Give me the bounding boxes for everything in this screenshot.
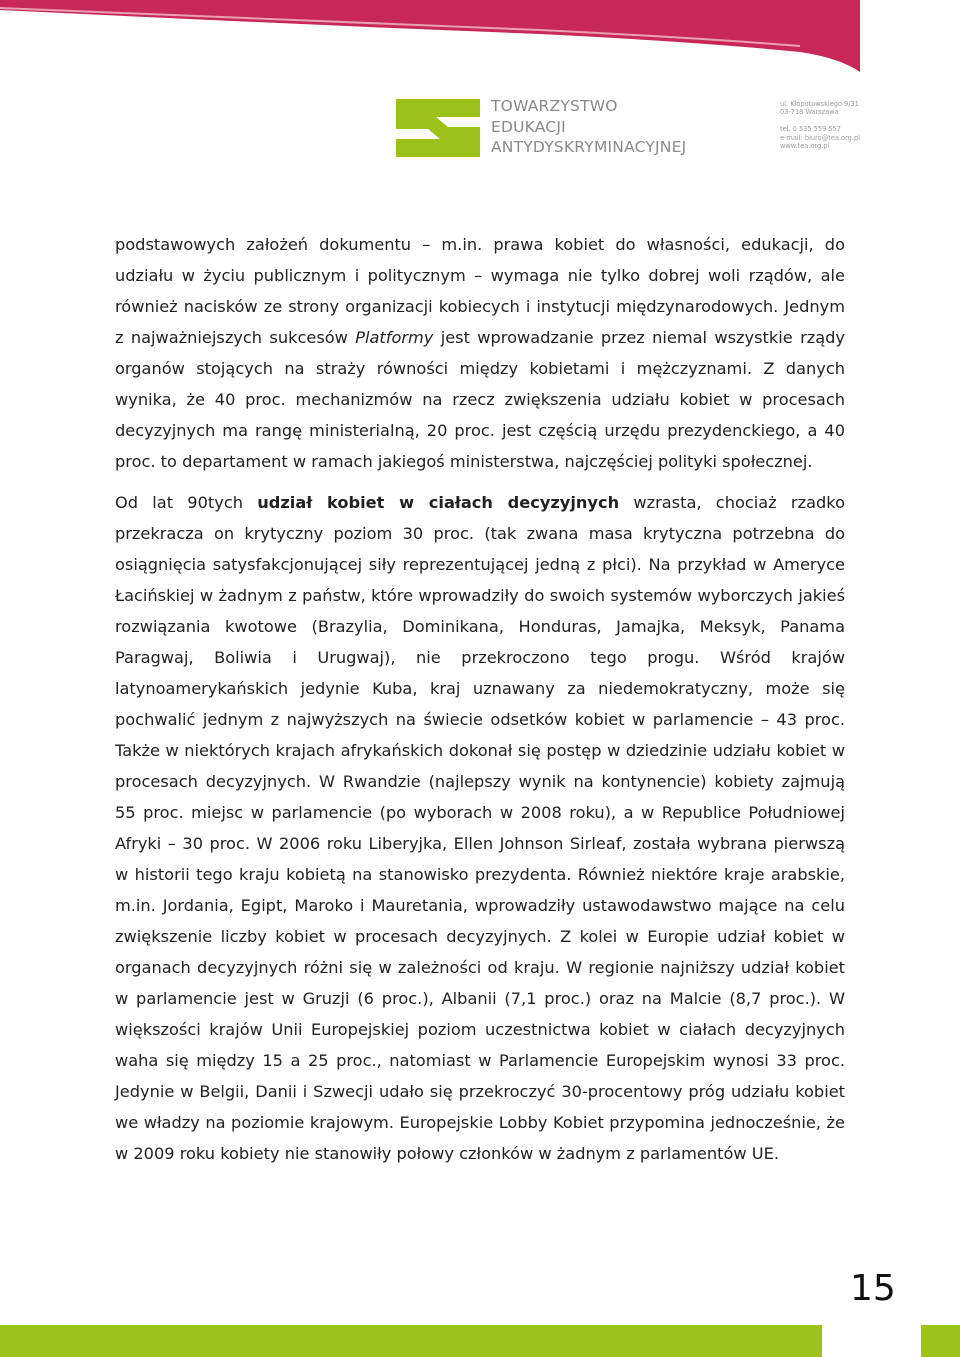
footer-bar-left	[0, 1325, 822, 1357]
organization-name	[491, 96, 686, 158]
org-name-line-2: EDUKACJI	[491, 117, 566, 136]
footer-bar-right	[921, 1325, 960, 1357]
document-body	[115, 229, 845, 1169]
p2-text-a: Od lat 90tych	[115, 493, 258, 512]
p1-text-a: podstawowych założeń dokumentu – m.in. prawa kobiet do własności, edukacji, do udziału w życiu publicznym i politycznym – wymaga nie tylko dobrej woli rządów, ale również nacisków ze strony organizacji kobiecych i instytucji międzynarodowych. Jednym z najważniejszych sukcesów	[115, 235, 845, 347]
p1-italic-platformy: Platformy	[355, 328, 434, 347]
email: e-mail: biuro@tea.org.pl	[780, 133, 860, 142]
address-line-2: 03-718 Warszawa	[780, 108, 839, 117]
paragraph-1	[115, 229, 845, 477]
contact-info	[780, 100, 860, 150]
p1-text-b: jest wprowadzanie przez niemal wszystkie rządy organów stojących na straży równości między kobietami i mężczyznami. Z danych wynika, że 40 proc. mechanizmów na rzecz zwiększenia udziału kobiet w procesach decyzyjnych ma rangę ministerialną, 20 proc. jest częścią urzędu prezydenckiego, a 40 proc. to departament w ramach jakiegoś ministerstwa, najczęściej polityki społecznej.	[115, 328, 845, 471]
p2-text-b: wzrasta, chociaż rzadko przekracza on krytyczny poziom 30 proc. (tak zwana masa krytyczna potrzebna do osiągnięcia satysfakcjonującej siły reprezentującej jedną z płci). Na przykład w Ameryce Łacińskiej w żadnym z państw, które wprowadziły do swoich systemów wyborczych jakieś rozwiązania kwotowe (Brazylia, Dominikana, Honduras, Jamajka, Meksyk, Panama Paragwaj, Boliwia i Urugwaj), nie przekroczono tego progu. Wśród krajów latynoamerykańskich jedynie Kuba, kraj uznawany za niedemokratyczny, może się pochwalić jednym z najwyższych na świecie odsetków kobiet w parlamencie – 43 proc. Także w niektórych krajach afrykańskich dokonał się postęp w dziedzinie udziału kobiet w procesach decyzyjnych. W Rwandzie (najlepszy wynik na kontynencie) kobiety zajmują 55 proc. miejsc w parlamencie (po wyborach w 2008 roku), a w Republice Południowej Afryki – 30 proc. W 2006 roku Liberyjka, Ellen Johnson Sirleaf, została wybrana pierwszą w historii tego kraju kobietą na stanowisko prezydenta. Również niektóre kraje arabskie, m.in. Jordania, Egipt, Maroko i Mauretania, wprowadziły ustawodawstwo mające na celu zwiększenie liczby kobiet w procesach decyzyjnych. Z kolei w Europie udział kobiet w organach decyzyjnych różni się w zależności od kraju. W regionie najniższy udział kobiet w parlamencie jest w Gruzji (6 proc.), Albanii (7,1 proc.) oraz na Malcie (8,7 proc.). W większości krajów Unii Europejskiej poziom uczestnictwa kobiet w ciałach decyzyjnych waha się między 15 a 25 proc., natomiast w Parlamencie Europejskim wynosi 33 proc. Jedynie w Belgii, Danii i Szwecji udało się przekroczyć 30-procentowy próg udziału kobiet we władzy na poziomie krajowym. Europejskie Lobby Kobiet przypomina jednocześnie, że w 2009 roku kobiety nie stanowiły połowy członków w żadnym z parlamentów UE.	[115, 493, 845, 1163]
website: www.tea.org.pl	[780, 141, 830, 150]
org-name-line-1: TOWARZYSTWO	[491, 97, 618, 115]
paragraph-2	[115, 487, 845, 1169]
p2-bold-phrase: udział kobiet w ciałach decyzyjnych	[257, 493, 620, 512]
phone: tel. 0 535 559 557	[780, 125, 841, 134]
org-name-line-3: ANTYDYSKRYMINACYJNEJ	[491, 138, 687, 156]
tea-logo-icon	[396, 99, 480, 157]
header-swoosh-decoration	[0, 0, 960, 80]
address-line-1: ul. Kłopotowskiego 9/31	[780, 100, 859, 108]
page-number: 15	[850, 1268, 896, 1309]
